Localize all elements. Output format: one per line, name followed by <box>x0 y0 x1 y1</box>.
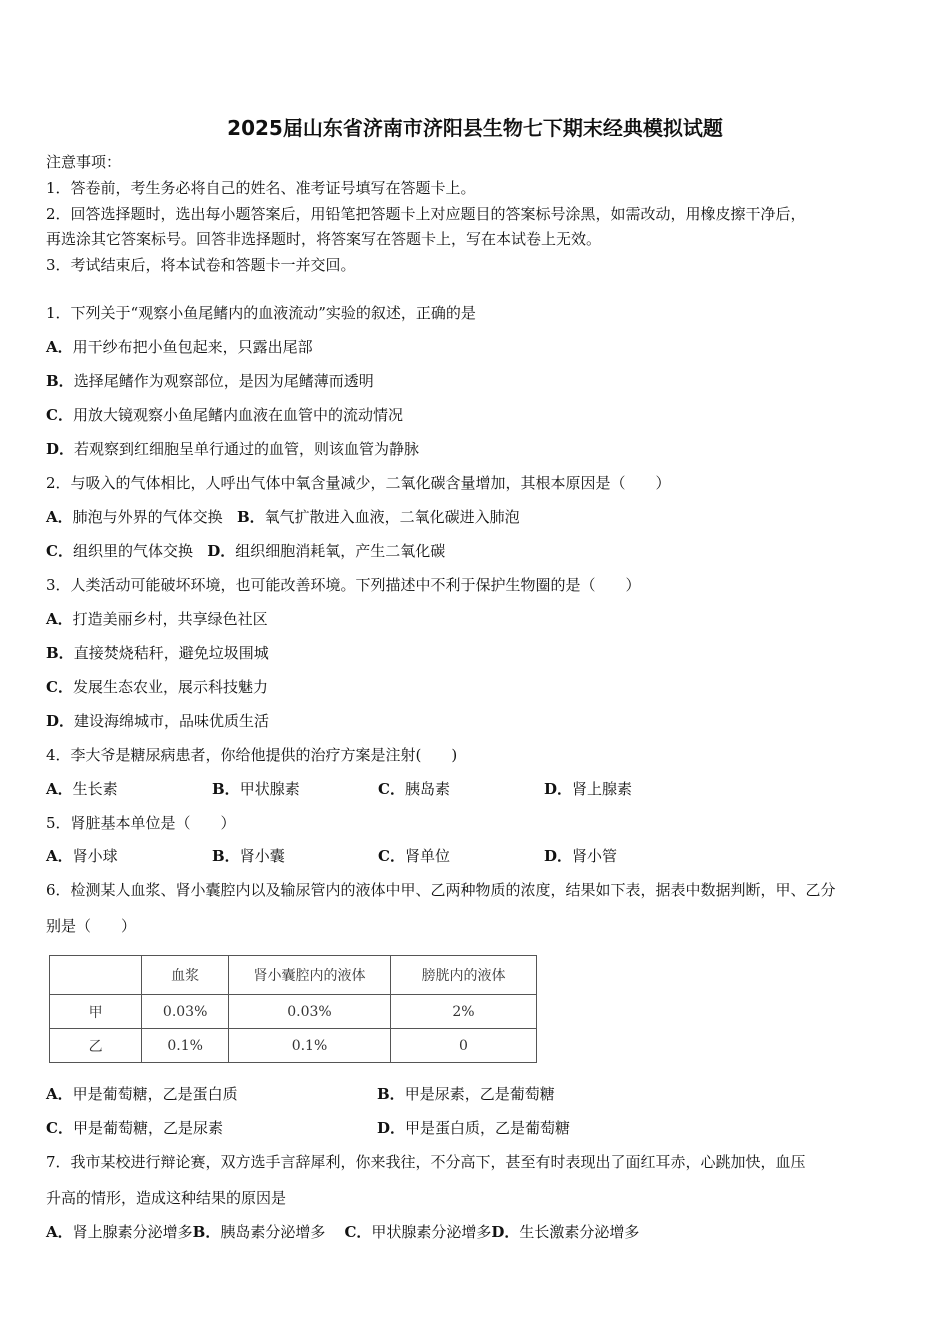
q2-options-row-2 <box>46 540 445 561</box>
q6-option-d: D．甲是蛋白质，乙是葡萄糖 <box>377 1119 571 1137</box>
table-cell: 2% <box>391 995 537 1029</box>
notice-heading: 注意事项： <box>46 153 122 171</box>
q4-option-c: C．胰岛素 <box>378 780 450 798</box>
q2-options-row-1 <box>46 506 520 527</box>
table-cell: 乙 <box>50 1029 142 1063</box>
option-text: 发展生态农业，展示科技魅力 <box>72 678 268 696</box>
option-label: C． <box>344 1223 372 1241</box>
option-text: 组织细胞消耗氧，产生二氧化碳 <box>235 542 446 560</box>
q7-options <box>46 1221 639 1242</box>
table-header-cell: 膀胱内的液体 <box>391 956 537 995</box>
q4-option-b: B．甲状腺素 <box>212 780 300 798</box>
table-cell: 甲 <box>50 995 142 1029</box>
q6-option-a: A．甲是葡萄糖，乙是蛋白质 <box>46 1085 238 1103</box>
question-4-stem: 4．李大爷是糖尿病患者，你给他提供的治疗方案是注射( ) <box>46 746 458 764</box>
table-row <box>50 995 537 1029</box>
q1-option-a <box>46 336 313 357</box>
table-header-row <box>50 956 537 995</box>
option-text: 建设海绵城市，品味优质生活 <box>74 712 270 730</box>
notice-item: 3．考试结束后，将本试卷和答题卡一并交回。 <box>46 256 356 274</box>
option-text: 肾上腺素分泌增多 <box>72 1223 193 1241</box>
option-label: A． <box>46 508 73 526</box>
q5-option-d: D．肾小管 <box>544 847 618 865</box>
table-cell: 0.03% <box>142 995 229 1029</box>
option-text: 生长激素分泌增多 <box>519 1223 640 1241</box>
option-text: 若观察到红细胞呈单行通过的血管，则该血管为静脉 <box>74 440 420 458</box>
question-7-stem: 7．我市某校进行辩论赛，双方选手言辞犀利，你来我往，不分高下，甚至有时表现出了面红耳赤，心跳加快，血压 <box>46 1153 806 1171</box>
q4-options <box>46 778 710 799</box>
q4-option-d: D．肾上腺素 <box>544 780 633 798</box>
page-title: 2025届山东省济南市济阳县生物七下期末经典模拟试题 <box>227 116 723 140</box>
option-text: 用干纱布把小鱼包起来，只露出尾部 <box>72 338 313 356</box>
notice-item: 再选涂其它答案标号。回答非选择题时，将答案写在答题卡上，写在本试卷上无效。 <box>46 230 602 248</box>
q1-option-c <box>46 404 403 425</box>
option-label: B． <box>192 1223 221 1241</box>
question-3-stem: 3．人类活动可能破坏环境，也可能改善环境。下列描述中不利于保护生物圈的是（ ） <box>46 576 641 594</box>
q3-option-b <box>46 642 269 663</box>
option-text: 胰岛素分泌增多 <box>220 1223 326 1241</box>
table-header-cell <box>50 956 142 995</box>
table-cell: 0.1% <box>142 1029 229 1063</box>
option-text: 肺泡与外界的气体交换 <box>72 508 223 526</box>
option-text: 打造美丽乡村，共享绿色社区 <box>72 610 268 628</box>
table-row <box>50 1029 537 1063</box>
option-text: 氧气扩散进入血液，二氧化碳进入肺泡 <box>264 508 520 526</box>
table-header-cell: 血浆 <box>142 956 229 995</box>
q6-option-b: B．甲是尿素，乙是葡萄糖 <box>377 1085 555 1103</box>
q3-option-a <box>46 608 268 629</box>
option-label: D． <box>207 542 236 560</box>
option-label: B． <box>46 372 74 390</box>
notice-item: 2．回答选择题时，选出每小题答案后，用铅笔把答题卡上对应题目的答案标号涂黑，如需改动，用橡皮擦干净后， <box>46 205 806 223</box>
q5-option-c: C．肾单位 <box>378 847 450 865</box>
option-label: A． <box>46 1223 73 1241</box>
q6-option-c: C．甲是葡萄糖，乙是尿素 <box>46 1119 223 1137</box>
table-cell: 0.1% <box>228 1029 390 1063</box>
option-label: C． <box>46 542 73 560</box>
option-text: 选择尾鳍作为观察部位，是因为尾鳍薄而透明 <box>73 372 374 390</box>
question-5-stem: 5．肾脏基本单位是（ ） <box>46 814 236 832</box>
option-text: 组织里的气体交换 <box>72 542 193 560</box>
option-text: 直接焚烧秸秆，避免垃圾围城 <box>73 644 269 662</box>
q4-option-a: A．生长素 <box>46 780 118 798</box>
table-header-cell: 肾小囊腔内的液体 <box>228 956 390 995</box>
option-label: A． <box>46 610 73 628</box>
concentration-table <box>49 955 537 1063</box>
q5-option-b: B．肾小囊 <box>212 847 285 865</box>
option-label: A． <box>46 338 73 356</box>
q5-option-a: A．肾小球 <box>46 847 118 865</box>
q1-option-b <box>46 370 374 391</box>
option-label: B． <box>46 644 74 662</box>
question-7-stem-cont: 升高的情形，造成这种结果的原因是 <box>46 1189 287 1207</box>
question-2-stem: 2．与吸入的气体相比，人呼出气体中氧含量减少，二氧化碳含量增加，其根本原因是（ ） <box>46 474 671 492</box>
question-6-stem-cont: 别是（ ） <box>46 917 137 935</box>
table-cell: 0.03% <box>228 995 390 1029</box>
question-6-stem: 6．检测某人血浆、肾小囊腔内以及输尿管内的液体中甲、乙两种物质的浓度，结果如下表，据表中数据判断，甲、乙分 <box>46 881 836 899</box>
option-label: D． <box>46 440 75 458</box>
option-label: D． <box>46 712 75 730</box>
q3-option-c <box>46 676 268 697</box>
q1-option-d <box>46 438 419 459</box>
q3-option-d <box>46 710 269 731</box>
q6-options-row-1 <box>46 1083 708 1104</box>
notice-item: 1．答卷前，考生务必将自己的姓名、准考证号填写在答题卡上。 <box>46 179 476 197</box>
option-label: C． <box>46 406 73 424</box>
table-cell: 0 <box>391 1029 537 1063</box>
option-label: C． <box>46 678 73 696</box>
question-1-stem: 1．下列关于“观察小鱼尾鳍内的血液流动”实验的叙述，正确的是 <box>46 304 476 322</box>
option-text: 用放大镜观察小鱼尾鳍内血液在血管中的流动情况 <box>72 406 403 424</box>
q6-options-row-2 <box>46 1117 708 1138</box>
option-label: B． <box>236 508 265 526</box>
option-text: 甲状腺素分泌增多 <box>371 1223 492 1241</box>
q5-options <box>46 845 710 866</box>
option-label: D． <box>491 1223 520 1241</box>
